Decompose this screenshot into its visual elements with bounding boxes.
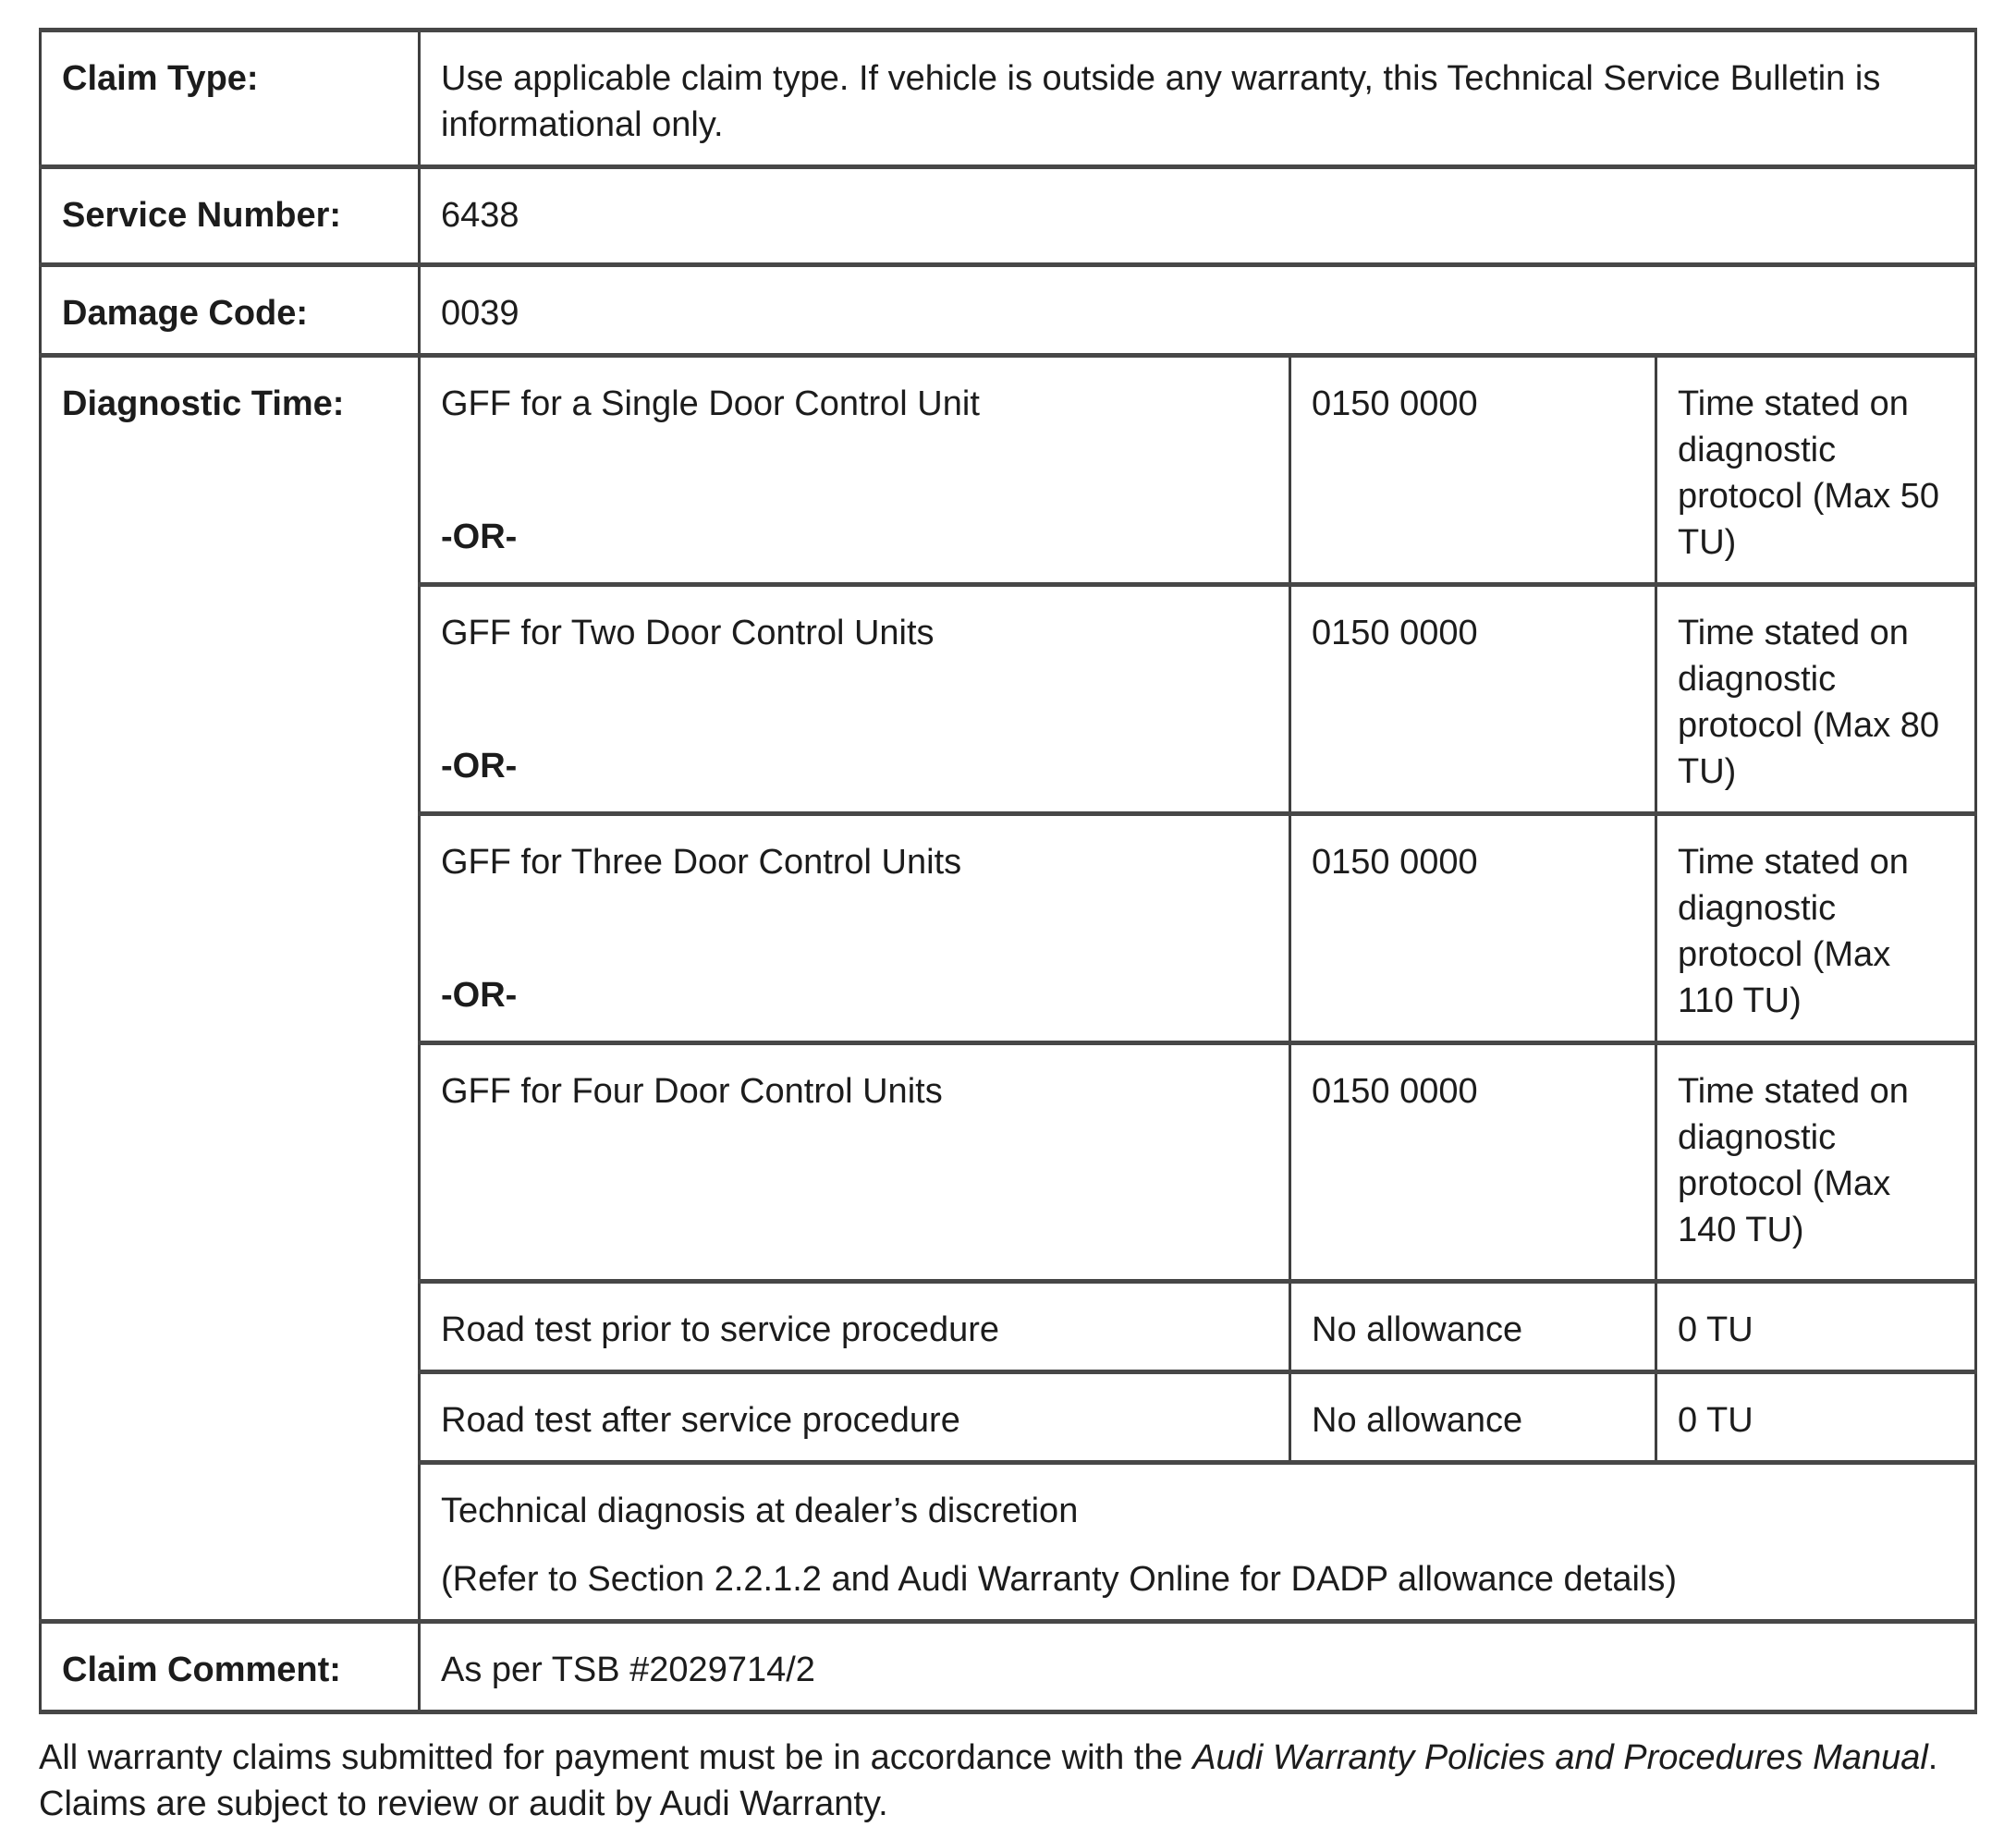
- claim-type-label: Claim Type:: [41, 30, 420, 167]
- gff-single-description-cell: [420, 356, 1290, 585]
- gff-two-description-cell: [420, 585, 1290, 814]
- labor-operation-code: No allowance: [1290, 1282, 1656, 1372]
- claim-type-value: Use applicable claim type. If vehicle is outside any warranty, this Technical Service Bulletin is informational only.: [420, 30, 1976, 167]
- dealer-discretion-cell: [420, 1463, 1976, 1622]
- time-allowance: Time stated on diagnostic protocol (Max 80 TU): [1656, 585, 1976, 814]
- time-allowance: 0 TU: [1656, 1282, 1976, 1372]
- labor-operation-code: 0150 0000: [1290, 585, 1656, 814]
- time-allowance: Time stated on diagnostic protocol (Max 110 TU): [1656, 814, 1976, 1043]
- service-number-row: [41, 167, 1976, 265]
- gff-description: GFF for Two Door Control Units: [441, 614, 935, 652]
- gff-description: GFF for a Single Door Control Unit: [441, 384, 980, 423]
- road-test-description: Road test prior to service procedure: [420, 1282, 1290, 1372]
- damage-code-label: Damage Code:: [41, 265, 420, 356]
- gff-four-description-cell: [420, 1043, 1290, 1282]
- claim-type-row: [41, 30, 1976, 167]
- claim-comment-label: Claim Comment:: [41, 1622, 420, 1712]
- or-separator: -OR-: [441, 976, 518, 1015]
- dealer-discretion-line2: (Refer to Section 2.2.1.2 and Audi Warranty Online for DADP allowance details): [441, 1560, 1678, 1599]
- claim-comment-row: [41, 1622, 1976, 1712]
- claim-comment-value: As per TSB #2029714/2: [420, 1622, 1976, 1712]
- footer-manual-title: Audi Warranty Policies and Procedures Manual: [1192, 1738, 1928, 1777]
- labor-operation-code: 0150 0000: [1290, 356, 1656, 585]
- service-number-label: Service Number:: [41, 167, 420, 265]
- labor-operation-code: No allowance: [1290, 1372, 1656, 1463]
- gff-single-row: [41, 356, 1976, 585]
- footer-text-after: . Claims are subject to review or audit by Audi Warranty.: [39, 1738, 1938, 1823]
- labor-operation-code: 0150 0000: [1290, 1043, 1656, 1282]
- damage-code-row: [41, 265, 1976, 356]
- gff-description: GFF for Four Door Control Units: [441, 1072, 943, 1111]
- or-separator: -OR-: [441, 747, 518, 786]
- footer-text-before: All warranty claims submitted for payment must be in accordance with the: [39, 1738, 1193, 1777]
- warranty-claim-table: [39, 28, 1977, 1714]
- time-allowance: 0 TU: [1656, 1372, 1976, 1463]
- labor-operation-code: 0150 0000: [1290, 814, 1656, 1043]
- road-test-description: Road test after service procedure: [420, 1372, 1290, 1463]
- diagnostic-time-label: Diagnostic Time:: [41, 356, 420, 1622]
- service-number-value: 6438: [420, 167, 1976, 265]
- damage-code-value: 0039: [420, 265, 1976, 356]
- or-separator: -OR-: [441, 518, 518, 556]
- dealer-discretion-line1: Technical diagnosis at dealer’s discretion: [441, 1492, 1079, 1530]
- time-allowance: Time stated on diagnostic protocol (Max 140 TU): [1656, 1043, 1976, 1282]
- gff-three-description-cell: [420, 814, 1290, 1043]
- gff-description: GFF for Three Door Control Units: [441, 843, 962, 882]
- time-allowance: Time stated on diagnostic protocol (Max 50 TU): [1656, 356, 1976, 585]
- warranty-footer-note: [39, 1735, 1985, 1827]
